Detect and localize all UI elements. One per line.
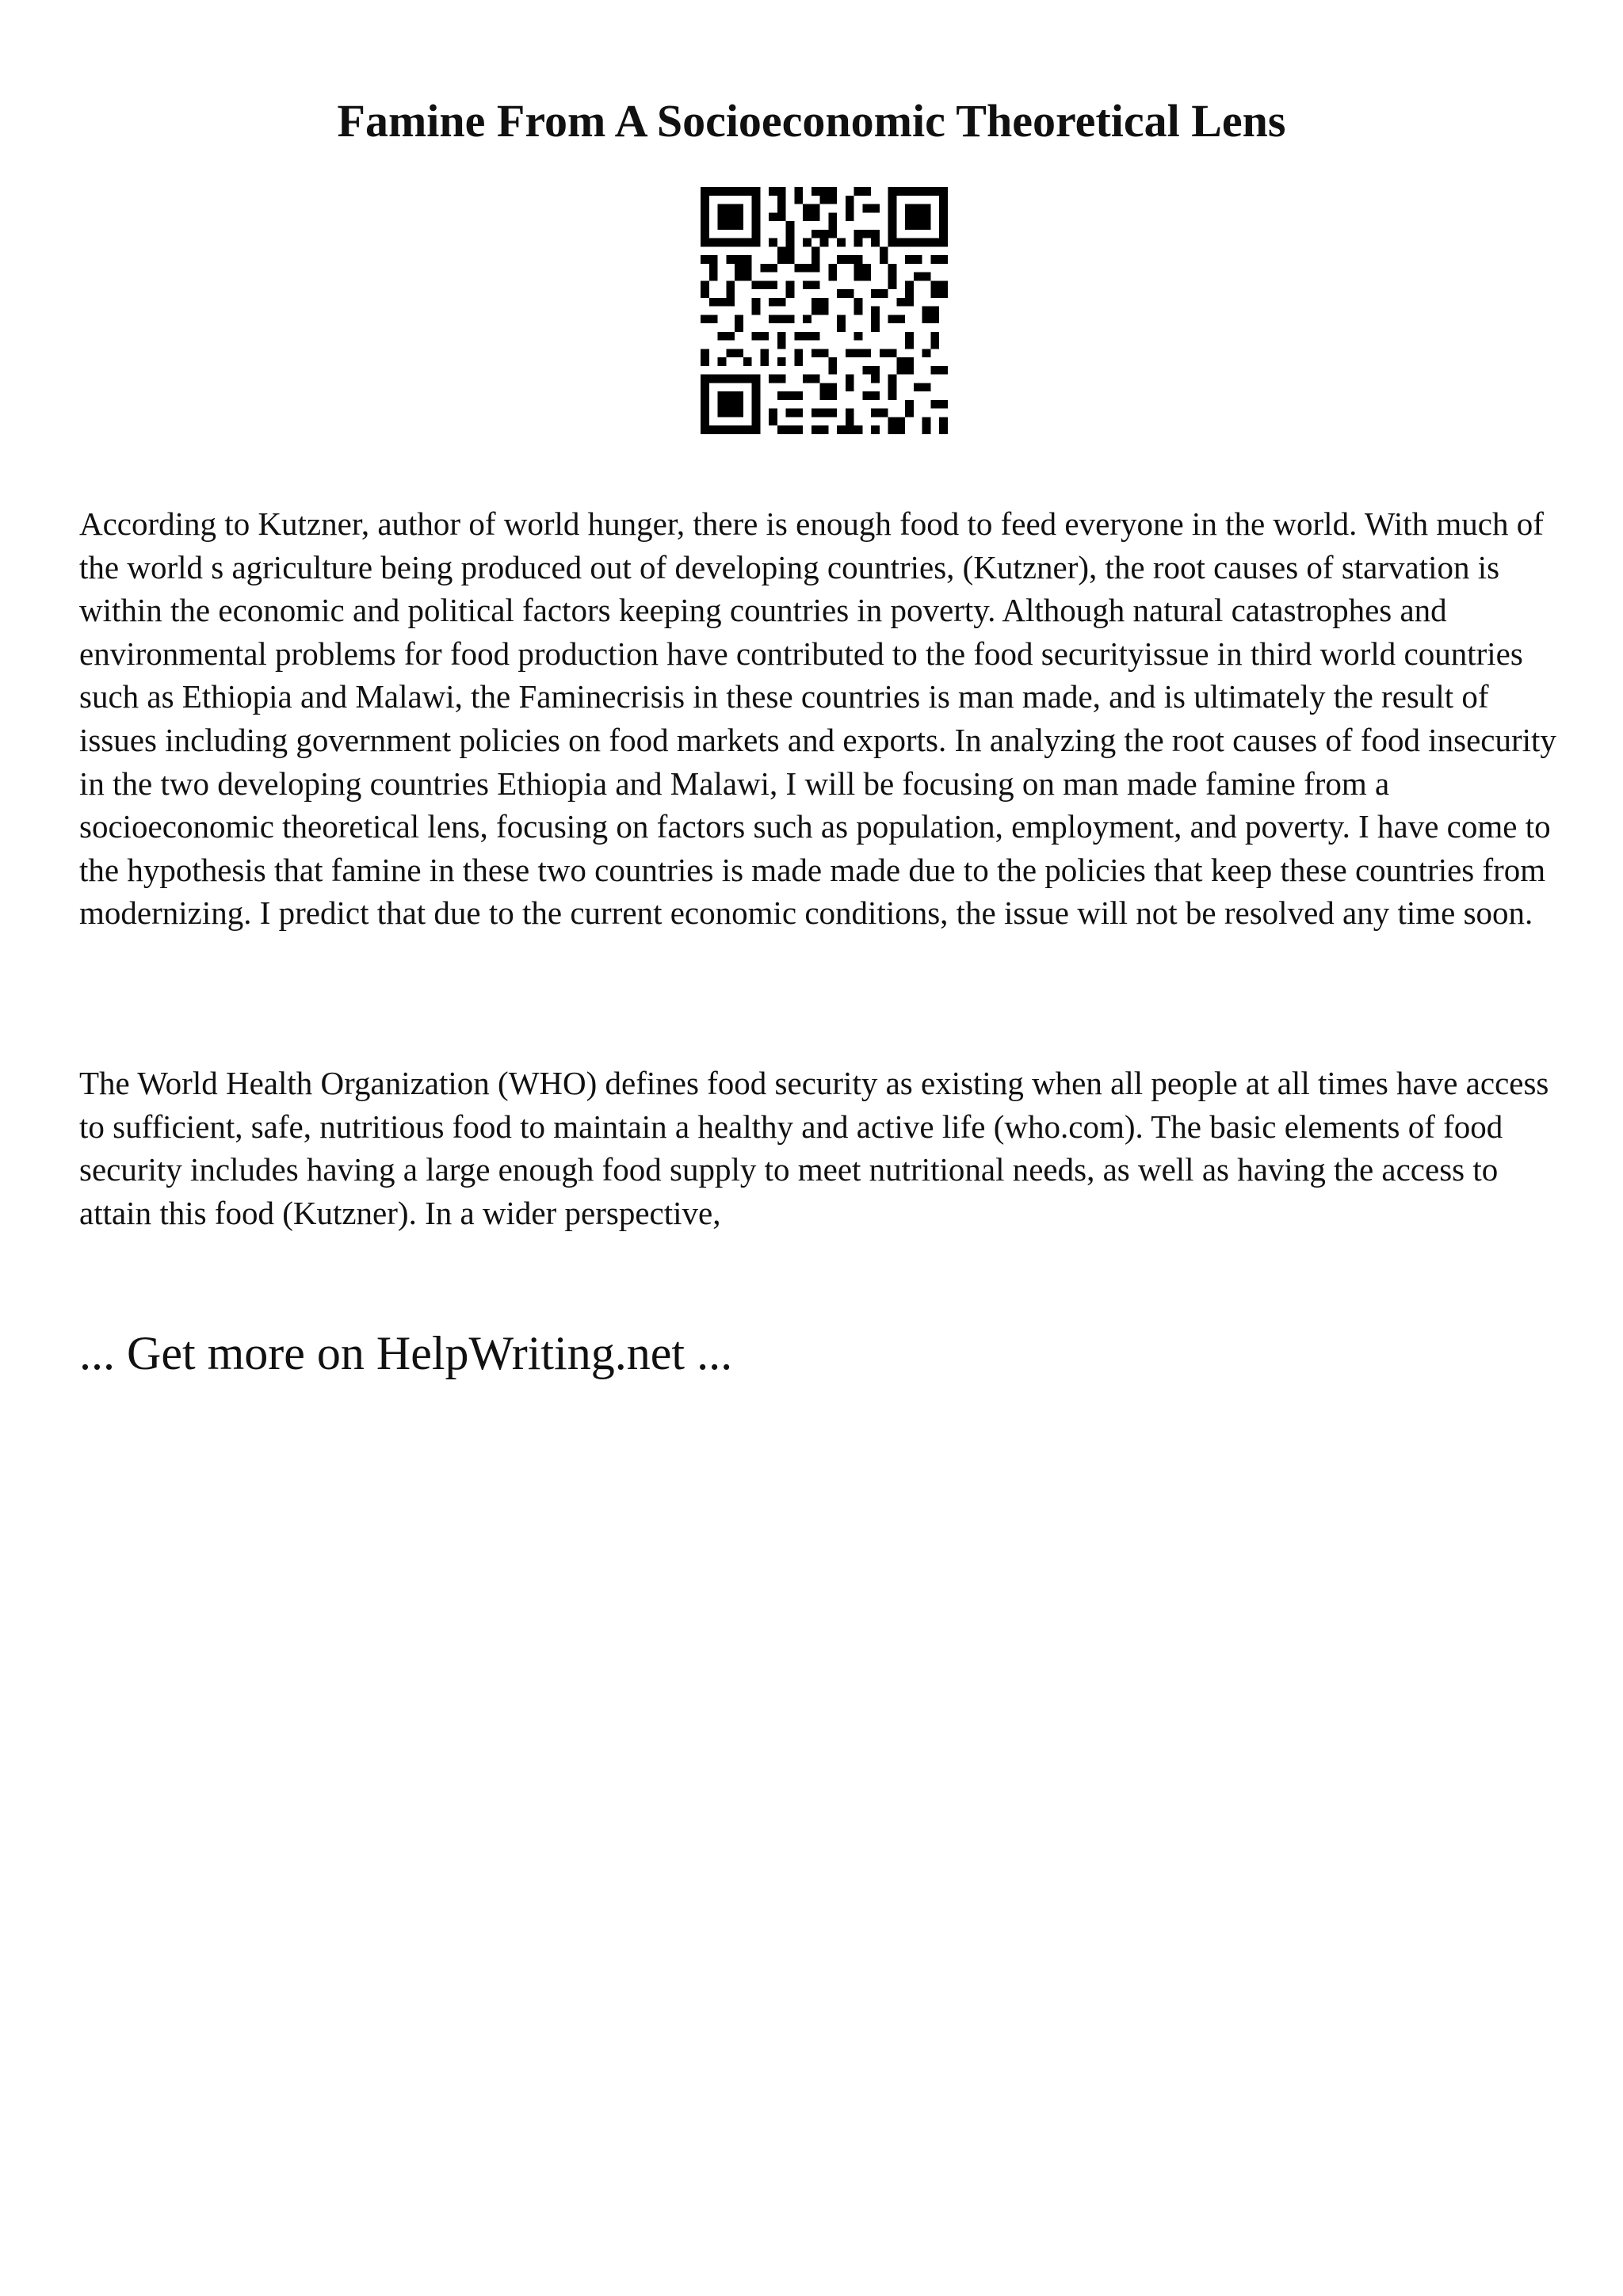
qr-code-icon xyxy=(701,187,948,434)
body-paragraph-2: The World Health Organization (WHO) defines food security as existing when all people at all times have access to sufficient, safe, nutritious food to maintain a healthy and active life (who.com). The basic elements of food security includes having a large enough food supply to meet nutritional needs, as well as having the access to attain this food (Kutzner). In a wider perspective, xyxy=(79,1065,1549,1231)
body-paragraph-1: According to Kutzner, author of world hunger, there is enough food to feed everyone in the world. With much of the world s agriculture being produced out of developing countries, (Kutzner), the root causes of starvation is within the economic and political factors keeping countries in poverty. Although natural catastrophes and environmental problems for food production have contributed to the food securityissue in third world countries such as Ethiopia and Malawi, the Faminecrisis in these countries is man made, and is ultimately the result of issues including government policies on food markets and exports. In analyzing the root causes of food insecurity in the two developing countries Ethiopia and Malawi, I will be focusing on man made famine from a socioeconomic theoretical lens, focusing on factors such as population, employment, and poverty. I have come to the hypothesis that famine in these two countries is made made due to the policies that keep these countries from modernizing. I predict that due to the current economic conditions, the issue will not be resolved any time soon. xyxy=(79,505,1556,932)
get-more-link[interactable]: ... Get more on HelpWriting.net ... xyxy=(79,1327,733,1379)
document-title: Famine From A Socioeconomic Theoretical Lens xyxy=(337,95,1286,147)
